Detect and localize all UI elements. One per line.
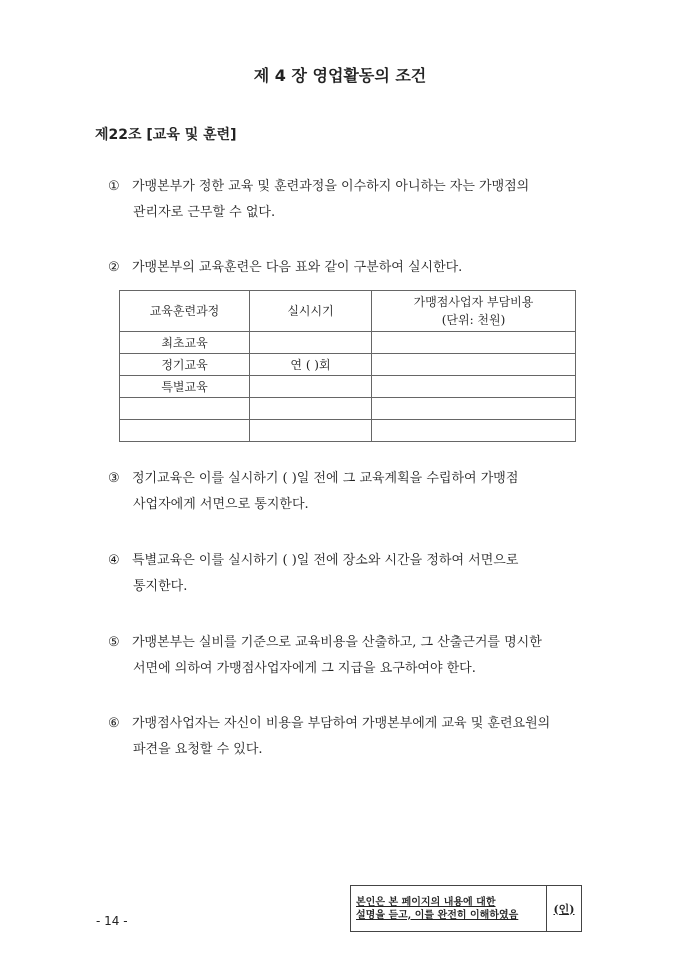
table-row [120,376,576,398]
table-cell [250,420,372,442]
table-cell: 최초교육 [120,332,250,354]
confirmation-line-1: 본인은 본 페이지의 내용에 대한 [356,896,496,908]
table-cell [372,398,576,420]
page-number: - 14 - [96,914,128,928]
paragraph-text-cont: 관리자로 근무할 수 없다. [133,205,276,220]
paragraph-number: ⑤ [108,635,120,650]
paragraph-3 [108,466,586,518]
paragraph-4 [108,548,586,600]
table-header: 교육훈련과정 [120,291,250,332]
training-table [119,290,576,442]
table-row [120,354,576,376]
paragraph-6 [108,711,586,763]
table-row [120,398,576,420]
article-title: 제22조 [교육 및 훈련] [95,127,237,143]
table-header: 실시시기 [250,291,372,332]
table-row [120,420,576,442]
table-header-line: 가맹점사업자 부담비용 [413,295,534,309]
table-cell [372,376,576,398]
paragraph-2 [108,255,586,281]
table-header-unit: (단위: 천원) [441,313,506,327]
paragraph-number: ④ [108,553,120,568]
paragraph-text-cont: 사업자에게 서면으로 통지한다. [133,497,309,512]
table-cell [250,376,372,398]
confirmation-line-2: 설명을 듣고, 이를 완전히 이해하였음 [356,909,519,921]
paragraph-text: 가맹점사업자는 자신이 비용을 부담하여 가맹본부에게 교육 및 훈련요원의 [132,716,551,731]
table-cell [120,398,250,420]
paragraph-text: 정기교육은 이를 실시하기 ( )일 전에 그 교육계획을 수립하여 가맹점 [132,471,519,486]
table-header [372,291,576,332]
table-cell [250,332,372,354]
table-cell [372,354,576,376]
paragraph-5 [108,630,586,682]
paragraph-number: ⑥ [108,716,120,731]
paragraph-text: 가맹본부가 정한 교육 및 훈련과정을 이수하지 아니하는 자는 가맹점의 [132,179,530,194]
table-cell [372,420,576,442]
paragraph-number: ① [108,179,120,194]
confirmation-box [350,885,582,932]
paragraph-text: 특별교육은 이를 실시하기 ( )일 전에 장소와 시간을 정하여 서면으로 [132,553,519,568]
paragraph-text-cont: 서면에 의하여 가맹점사업자에게 그 지급을 요구하여야 한다. [133,661,476,676]
chapter-title: 제 4 장 영업활동의 조건 [253,66,427,85]
paragraph-number: ② [108,260,120,275]
paragraph-text-cont: 파견을 요청할 수 있다. [133,742,263,757]
table-cell [372,332,576,354]
table-cell: 특별교육 [120,376,250,398]
paragraph-text-cont: 통지한다. [133,579,188,594]
table-cell: 정기교육 [120,354,250,376]
confirmation-text [351,886,547,931]
paragraph-1 [108,174,586,226]
paragraph-text: 가맹본부는 실비를 기준으로 교육비용을 산출하고, 그 산출근거를 명시한 [132,635,542,650]
table-row [120,332,576,354]
table-cell [250,398,372,420]
paragraph-number: ③ [108,471,120,486]
table-header-row [120,291,576,332]
table-cell [120,420,250,442]
seal-field[interactable]: (인) [553,902,575,916]
paragraph-text: 가맹본부의 교육훈련은 다음 표와 같이 구분하여 실시한다. [132,260,463,275]
table-cell: 연 ( )회 [250,354,372,376]
